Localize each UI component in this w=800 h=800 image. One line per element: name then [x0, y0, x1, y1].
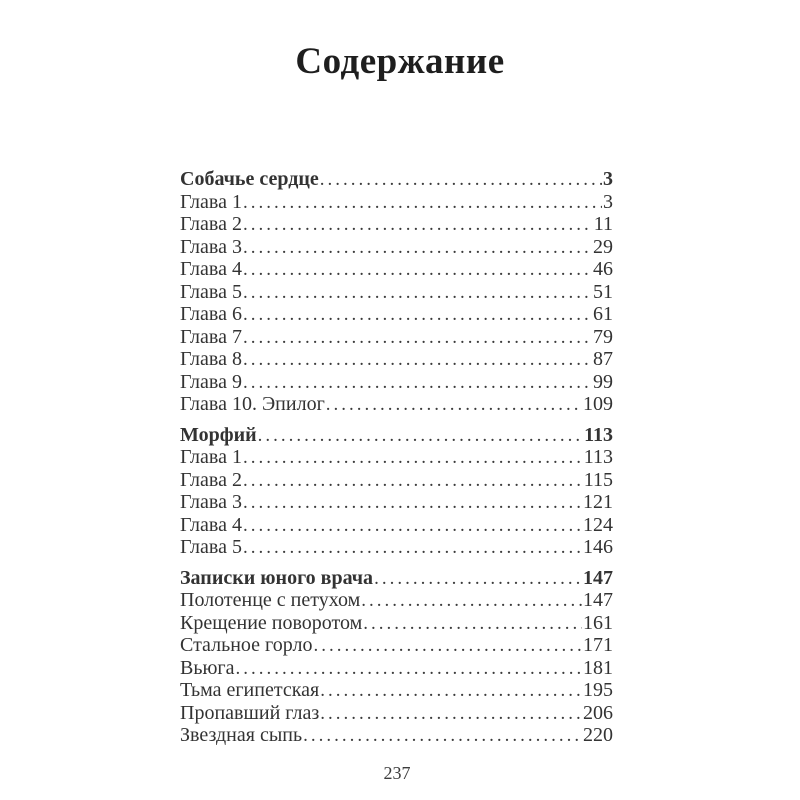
page-number: 237 — [383, 763, 411, 783]
toc-entry-label: Полотенце с петухом — [180, 589, 361, 611]
dot-leader — [374, 567, 582, 591]
toc-entry-page-number: 161 — [583, 611, 613, 634]
toc-entry-label: Глава 2 — [180, 468, 242, 491]
toc-entry-page-number: 3 — [603, 168, 613, 190]
toc-entry-page-number: 146 — [583, 536, 613, 558]
toc-entry-label: Глава 8 — [180, 348, 242, 370]
dot-leader — [313, 634, 582, 658]
toc-entry-page-number: 3 — [603, 190, 613, 213]
dot-leader — [243, 191, 602, 215]
toc-entry-page-number: 121 — [583, 491, 613, 513]
toc-entry-page-number: 115 — [583, 468, 613, 491]
toc-entry-page-number: 61 — [593, 303, 613, 325]
dot-leader — [320, 168, 602, 192]
dot-leader — [243, 281, 592, 305]
toc-entry-page-number: 99 — [593, 370, 613, 393]
toc-entry-row — [180, 536, 613, 559]
page-footer — [0, 763, 794, 784]
toc-entry-page-number: 206 — [583, 701, 613, 724]
dot-leader — [361, 589, 582, 613]
toc-entry-row — [180, 371, 613, 394]
toc-section-heading-row — [180, 168, 613, 191]
toc-entry-label: Вьюга — [180, 656, 235, 679]
toc-entry-label: Звездная сыпь — [180, 724, 303, 746]
toc-entry-label: Глава 6 — [180, 303, 242, 325]
dot-leader — [243, 326, 592, 350]
toc-entry-row — [180, 393, 613, 416]
dot-leader — [363, 612, 582, 636]
toc-entry-page-number: 51 — [593, 280, 613, 303]
page-title: Содержание — [295, 41, 505, 82]
dot-leader — [243, 446, 583, 470]
toc-entry-page-number: 113 — [584, 423, 613, 446]
toc-section-title: Собачье сердце — [180, 168, 319, 190]
toc-section — [180, 567, 613, 747]
toc-entry-row — [180, 446, 613, 469]
toc-entry-page-number: 181 — [583, 656, 613, 679]
dot-leader — [320, 702, 582, 726]
toc-entry-row — [180, 303, 613, 326]
dot-leader — [243, 303, 592, 327]
toc-entry-label: Пропавший глаз — [180, 701, 320, 724]
dot-leader — [243, 469, 583, 493]
toc-entry-page-number: 147 — [583, 589, 613, 611]
toc-entry-row — [180, 236, 613, 259]
toc-entry-row — [180, 281, 613, 304]
toc-entry-row — [180, 514, 613, 537]
toc-entry-label: Глава 1 — [180, 190, 242, 213]
toc-entry-page-number: 29 — [593, 235, 613, 258]
toc-entry-row — [180, 191, 613, 214]
toc-entry-page-number: 11 — [593, 213, 613, 235]
toc-entry-page-number: 79 — [593, 325, 613, 348]
dot-leader — [243, 514, 582, 538]
toc-entry-label: Глава 5 — [180, 536, 242, 558]
toc-entry-page-number: 220 — [583, 724, 613, 746]
toc-entry-label: Глава 3 — [180, 491, 242, 513]
toc-entry-label: Глава 5 — [180, 280, 242, 303]
toc-entry-row — [180, 491, 613, 514]
toc-entry-label: Глава 9 — [180, 370, 242, 393]
toc-entry-label: Глава 3 — [180, 235, 242, 258]
dot-leader — [243, 371, 592, 395]
toc-entry-label: Глава 7 — [180, 325, 242, 348]
table-of-contents — [180, 168, 613, 747]
dot-leader — [243, 236, 592, 260]
dot-leader — [243, 491, 582, 515]
toc-entry-label: Крещение поворотом — [180, 611, 363, 634]
toc-section — [180, 168, 613, 416]
toc-entry-page-number: 109 — [583, 393, 613, 415]
toc-section-title: Записки юного врача — [180, 566, 374, 589]
toc-section-heading-row — [180, 567, 613, 590]
toc-entry-row — [180, 634, 613, 657]
dot-leader — [243, 536, 582, 560]
dot-leader — [243, 213, 593, 237]
toc-section-title: Морфий — [180, 423, 257, 446]
dot-leader — [243, 258, 592, 282]
toc-entry-label: Глава 1 — [180, 446, 242, 468]
toc-entry-row — [180, 657, 613, 680]
dot-leader — [320, 679, 582, 703]
toc-entry-label: Глава 4 — [180, 258, 242, 280]
toc-entry-label: Глава 4 — [180, 513, 242, 536]
toc-entry-label: Глава 2 — [180, 213, 242, 235]
toc-entry-page-number: 195 — [583, 679, 613, 701]
toc-entry-row — [180, 348, 613, 371]
dot-leader — [235, 657, 582, 681]
toc-entry-page-number: 171 — [583, 634, 613, 656]
toc-section — [180, 424, 613, 559]
toc-entry-row — [180, 724, 613, 747]
toc-entry-row — [180, 589, 613, 612]
toc-entry-row — [180, 326, 613, 349]
toc-entry-row — [180, 679, 613, 702]
toc-entry-row — [180, 612, 613, 635]
toc-entry-label: Стальное горло — [180, 634, 313, 656]
toc-entry-page-number: 46 — [593, 258, 613, 280]
toc-entry-row — [180, 702, 613, 725]
toc-entry-page-number: 124 — [583, 513, 613, 536]
dot-leader — [243, 348, 592, 372]
toc-entry-row — [180, 213, 613, 236]
toc-entry-row — [180, 258, 613, 281]
toc-entry-label: Глава 10. Эпилог — [180, 393, 325, 415]
dot-leader — [258, 424, 583, 448]
toc-section-heading-row — [180, 424, 613, 447]
dot-leader — [326, 393, 582, 417]
toc-entry-page-number: 113 — [583, 446, 613, 468]
toc-entry-label: Тьма египетская — [180, 679, 320, 701]
dot-leader — [303, 724, 582, 748]
toc-entry-row — [180, 469, 613, 492]
toc-entry-page-number: 147 — [583, 566, 613, 589]
toc-entry-page-number: 87 — [593, 348, 613, 370]
